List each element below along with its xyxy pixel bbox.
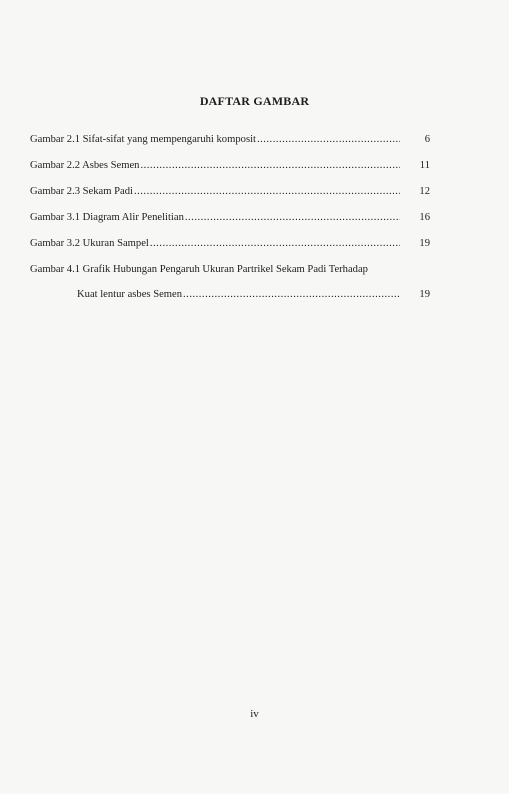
toc-entry-label: Gambar 3.2 Ukuran Sampel — [30, 238, 149, 249]
toc-entry-label: Gambar 3.1 Diagram Alir Penelitian — [30, 212, 184, 223]
toc-entry-page: 11 — [419, 160, 430, 171]
dot-leader — [183, 288, 400, 301]
page-title: DAFTAR GAMBAR — [199, 94, 310, 108]
toc-entry — [30, 185, 430, 198]
toc-entry-multiline-first-line: Gambar 4.1 Grafik Hubungan Pengaruh Ukuran Partrikel Sekam Padi Terhadap — [30, 264, 368, 275]
dot-leader — [257, 133, 400, 146]
toc-entry — [30, 237, 430, 250]
toc-entry-label: Gambar 2.2 Asbes Semen — [30, 160, 140, 171]
toc-entry-page: 12 — [419, 186, 430, 197]
toc-entry-page: 19 — [419, 289, 430, 300]
toc-entry-label: Gambar 2.1 Sifat-sifat yang mempengaruhi komposit — [30, 134, 256, 145]
dot-leader — [185, 211, 400, 224]
toc-entry-page: 16 — [419, 212, 430, 223]
list-of-figures — [30, 133, 430, 314]
toc-entry — [30, 133, 430, 146]
dot-leader — [140, 159, 400, 172]
toc-entry — [30, 211, 430, 224]
toc-entry-page: 6 — [424, 134, 430, 145]
toc-entry-label: Gambar 2.3 Sekam Padi — [30, 186, 133, 197]
page-number: iv — [250, 708, 259, 720]
toc-entry-page: 19 — [419, 238, 430, 249]
dot-leader — [150, 237, 400, 250]
toc-entry — [30, 159, 430, 172]
toc-entry-label: Kuat lentur asbes Semen — [77, 289, 183, 300]
toc-entry — [30, 288, 430, 301]
dot-leader — [134, 185, 400, 198]
